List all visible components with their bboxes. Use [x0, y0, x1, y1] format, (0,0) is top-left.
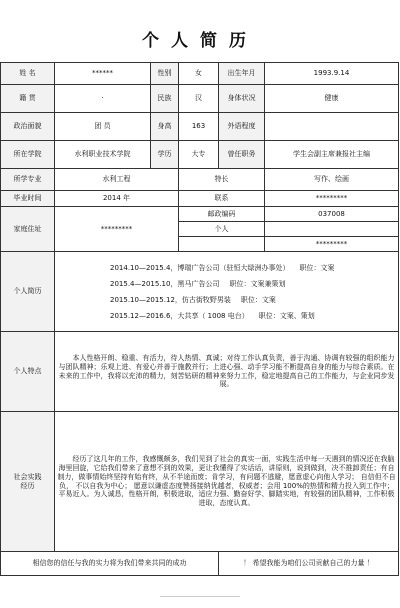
gender-value: 女: [179, 63, 219, 85]
page-bottom-line: [160, 596, 240, 605]
ethnic-value: 汉: [179, 85, 219, 113]
origin-label: 籍 贯: [1, 85, 55, 113]
politics-value: 团 员: [55, 113, 151, 141]
contact-label: 联系: [179, 191, 265, 207]
page-title: 个人简历: [142, 31, 258, 51]
degree-value: 大专: [179, 141, 219, 169]
postcode-value: 037008: [265, 207, 399, 222]
health-label: 身体状况: [219, 85, 265, 113]
row-traits: [1, 332, 399, 412]
grad-value: 2014 年: [55, 191, 179, 207]
row-major: [1, 169, 399, 191]
row-politics: [1, 113, 399, 141]
footer-left: 相信您的信任与我的实力将为我们带来共同的成功: [1, 552, 219, 576]
traits-text: 本人性格开朗、稳重、有活力，待人热情、真诚；对待工作认真负责，善于沟通、协调有较强的组织能力与团队精神；乐观上进、有爱心并善于施教并行；上进心强、动手学习能不断提高自身的能力与综合素质。在未来的工作中，我将以充沛的精力，刻苦钻研的精神来努力工作，稳定地提高自己的工作能力，与企业同步发展。: [58, 354, 395, 389]
footer-right: ！ 希望我能为咱们公司贡献自己的力量 ！: [219, 552, 399, 576]
resume-table: [0, 62, 399, 576]
extra-value: *********: [265, 237, 399, 252]
address-value: *********: [55, 207, 179, 252]
name-value: ******: [55, 63, 151, 85]
major-value: 水利工程: [55, 169, 179, 191]
major-label: 所学专业: [1, 169, 55, 191]
row-origin: [1, 85, 399, 113]
row-postcode: [1, 207, 399, 222]
row-footer: [1, 552, 399, 576]
school-value: 水利职业技术学院: [55, 141, 151, 169]
gender-label: 性别: [151, 63, 179, 85]
address-label: 家庭住址: [1, 207, 55, 252]
position-label: 曾任职务: [219, 141, 265, 169]
name-label: 姓 名: [1, 63, 55, 85]
politics-label: 政治面貌: [1, 113, 55, 141]
postcode-label: 邮政编码: [179, 207, 265, 222]
row-practice: [1, 412, 399, 552]
birth-label: 出生年月: [219, 63, 265, 85]
degree-label: 学历: [151, 141, 179, 169]
foreign-value: [265, 113, 399, 141]
row-grad: [1, 191, 399, 207]
grad-label: 毕业时间: [1, 191, 55, 207]
history-item: 2015.10—2015.12，仿古街牧野男装 职位：文案: [110, 295, 276, 304]
contact-value: *********: [265, 191, 399, 207]
health-value: 健康: [265, 85, 399, 113]
specialty-label: 特长: [179, 169, 265, 191]
birth-value: 1993.9.14: [265, 63, 399, 85]
personal-label: 个人: [179, 222, 265, 237]
row-history: [1, 252, 399, 332]
school-label: 所在学院: [1, 141, 55, 169]
height-value: 163: [179, 113, 219, 141]
origin-value: ·: [55, 85, 151, 113]
history-item: 2015.4—2015.10，黑马广告公司 职位：文案兼策划: [110, 279, 286, 288]
history-item: 2014.10—2015.4，博瑞广告公司（驻恒大绿洲办事处） 职位：文案: [110, 263, 335, 272]
history-label: 个人简历: [1, 252, 55, 332]
row-school: [1, 141, 399, 169]
height-label: 身高: [151, 113, 179, 141]
history-content: [55, 252, 399, 332]
extra-label: [179, 237, 265, 252]
position-value: 学生会副主席兼报社主编: [265, 141, 399, 169]
traits-content: [55, 332, 399, 412]
personal-value: [265, 222, 399, 237]
row-name: [1, 63, 399, 85]
practice-label: 社会实践 经历: [1, 412, 55, 552]
specialty-value: 写作、绘画: [265, 169, 399, 191]
ethnic-label: 民族: [151, 85, 179, 113]
history-item: 2015.12—2016.6，大共享（ 1008 电台） 职位：文案、策划: [110, 311, 315, 320]
practice-content: [55, 412, 399, 552]
practice-text: 经历了这几年的工作，我感慨颇多，我们见到了社会的真实一面，实践生活中每一天遇到的情况还在我脑海里回旋，它给我们带来了意想不到的效果，更让我懂得了实话话，讲原则，说到做到，决不推卸责任；有自制力，做事情始终坚持有始有终，从不半途而废；肯学习，有问题不逃避，愿意虚心向他人学习； 自信但不自负， 不以自我为中心； 愿意以谦虚态度赞扬接纳优越者，权威者；会用 100%的热情和精力投入到工作中；平易近人。为人诚恳，性格开朗，积极进取，适应力强、勤奋好学、脚踏实地，有较强的团队精神，工作积极进取，态度认真。: [57, 455, 396, 507]
foreign-label: 外语程度: [219, 113, 265, 141]
traits-label: 个人特点: [1, 332, 55, 412]
